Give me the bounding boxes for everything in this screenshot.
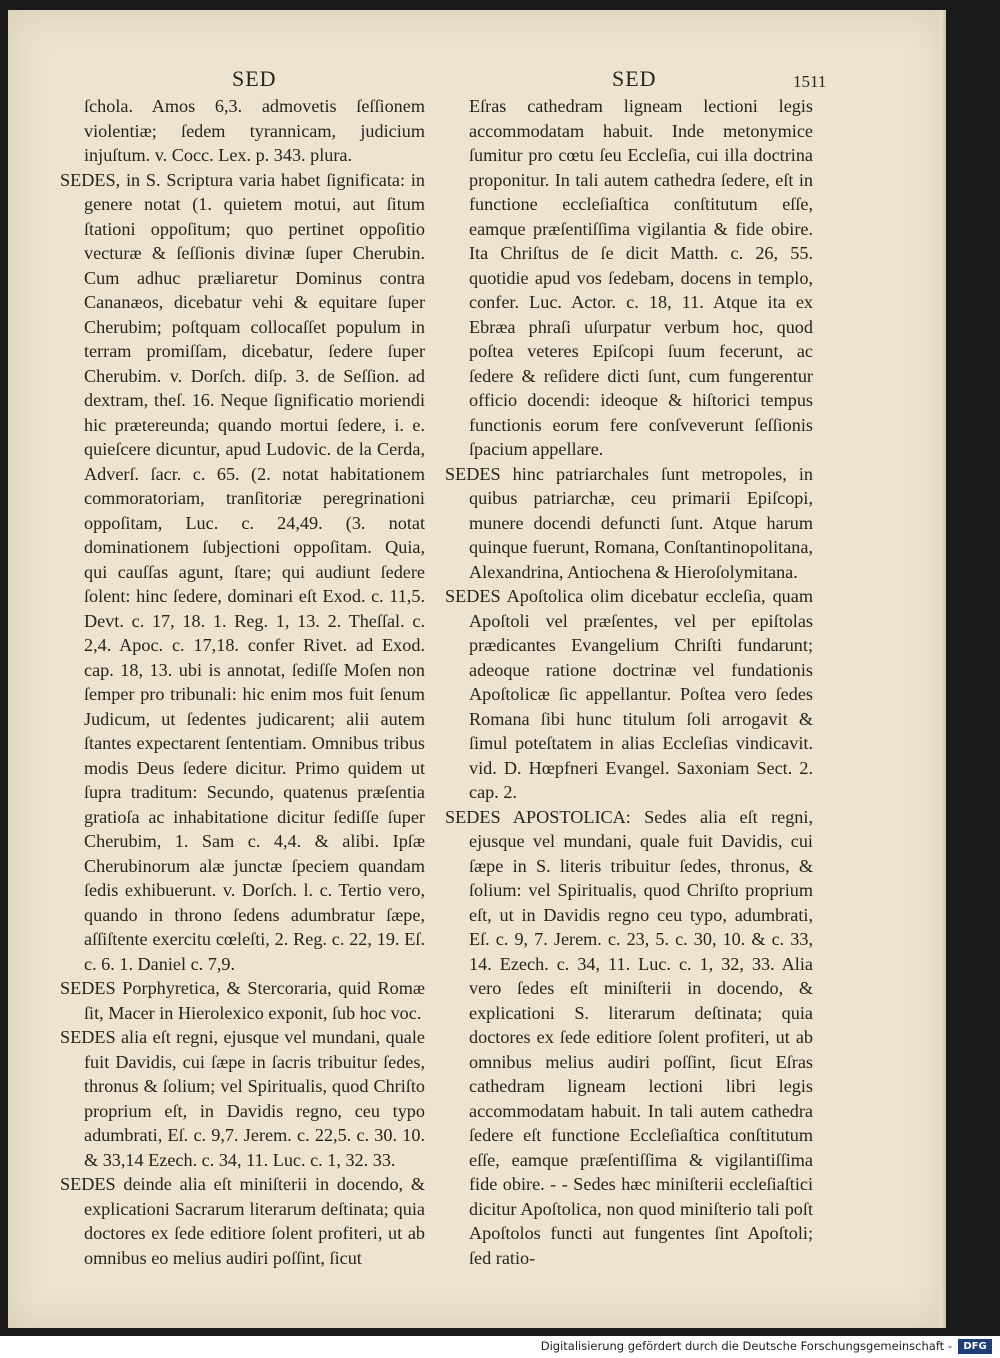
entry-sedes-apostolica: SEDES Apoſtolica olim dicebatur eccleſia, quam Apoſtoli vel præſentes, vel per epiſtolas prædicantes Evangelium Chriſti fundarunt; adeoque ratione doctrinæ vel fundationis Apoſtolicæ ſic appellantur. Poſtea vero ſedes Romana ſibi hunc titulum ſoli arrogavit & ſimul poteſtatem in alias Eccleſias vindicavit. vid. D. Hœpfneri Evangel. Saxoniam Sect. 2. cap. 2. [445, 586, 813, 802]
page-number: 1511 [793, 72, 827, 91]
entry-sedes-significata: SEDES, in S. Scriptura varia habet ſignificata: in genere notat (1. quietem motui, aut ſitum ſtationi oppoſitum; quo pertinet oppoſitio vecturæ & ſeſſionis divinæ ſuper Cherubin. Cum adhuc præliaretur Dominus contra Cananæos, dicebatur vehi & equitare ſuper Cherubim; poſtquam collocaſſet populum in terram promiſſam, dicebatur, ſedere ſuper Cherubim. v. Dorſch. diſp. 3. de Seſſion. ad dextram, theſ. 16. Neque ſignificatio moriendi hic prætereunda; quando mortui ſedere, i. e. quieſcere dicuntur, apud Ludovic. de la Cerda, Adverſ. ſacr. c. 65. (2. notat habitationem commoratoriam, tranſitoriæ peregrinationi oppoſitam, Luc. c. 24,49. (3. notat dominationem ſubjectioni oppoſitam. Quia, qui cauſſas agunt, ſtare; qui audiunt ſedere ſolent: hinc ſedere, dominari eſt Exod. c. 11,5. Devt. c. 17, 18. 1. Reg. 1, 13. 2. Theſſal. c. 2,4. Apoc. c. 17,18. confer Rivet. ad Exod. cap. 18, 13. ubi is annotat, ſediſſe Moſen non ſemper pro tribunali: hic enim mos fuit ſenum Judicum, ut ſedentes judicarent; alii autem ſtantes expectarent ſententiam. Omnibus tribus modis Deus ſedere dicitur. Primo quidem ut ſupra traditum: Secundo, quatenus præſentia gratioſa ac inhabitatione dicitur ſediſſe ſuper Cherubim, 1. Sam c. 4,4. & alibi. Ipſæ Cherubinorum alæ junctæ ſpeciem quandam ſedis exhibuerunt. v. Dorſch. l. c. Tertio vero, quando in throno ſedens adumbratur ſæpe, aſſiſtente exercitu cœleſti, 2. Reg. c. 22, 19. Eſ. c. 6. 1. Daniel c. 7,9. [60, 169, 425, 974]
entry-continuation-right: Eſras cathedram ligneam lectioni legis accommodatam habuit. Inde metonymice ſumitur pro cœtu ſeu Eccleſia, cui illa doctrina proponitur. In tali autem cathedra ſedere, eſt in functione eccleſiaſtica conſtitutum eſſe, eamque præſentiſſima vigilantia & fide obire. Ita Chriſtus de ſe dicit Matth. c. 26, 55. quotidie apud vos ſedebam, docens in templo, confer. Luc. Actor. c. 18, 11. Atque ita ex Ebræa phraſi uſurpatur verbum hoc, quod poſtea veteres Epiſcopi ſuum fecerunt, ac ſedere & reſidere dicti ſunt, cum fungerentur officio docendi: ideoque & hiſtorici tempus functionis eorum fere conſveverunt ſeſſionis ſpacium appellare. [469, 96, 813, 459]
right-text-column [445, 94, 813, 1270]
left-column-header: SED [232, 66, 277, 91]
entry-continuation: ſchola. Amos 6,3. admovetis ſeſſionem violentiæ; ſedem tyrannicam, judicium injuſtum. v. Cocc. Lex. p. 343. plura. [84, 96, 425, 165]
digitization-footer [0, 1336, 1000, 1358]
entry-sedes-ministerii: SEDES deinde alia eſt miniſterii in docendo, & explicationi Sacrarum literarum deſtinata; quia doctores ex ſede editiore ſolent profiteri, ut ab omnibus eo melius audiri poſſint, ſicut [60, 1174, 425, 1268]
entry-sedes-patriarchales: SEDES hinc patriarchales ſunt metropoles, in quibus patriarchæ, ceu primarii Epiſcopi, munere docendi defuncti ſunt. Atque harum quinque fuerunt, Romana, Conſtantinopolitana, Alexandrina, Antiochena & Hieroſolymitana. [445, 463, 813, 582]
book-page [8, 10, 946, 1328]
running-header [8, 66, 946, 96]
right-column-header: SED [612, 66, 657, 91]
dfg-logo-icon: DFG [958, 1339, 992, 1354]
entry-sedes-porphyretica: SEDES Porphyretica, & Stercoraria, quid Romæ ſit, Macer in Hierolexico exponit, ſub hoc voc. [60, 978, 425, 1023]
entry-sedes-regni: SEDES alia eſt regni, ejusque vel mundani, quale fuit Davidis, cui ſæpe in ſacris tribuitur ſedes, thronus & ſolium; vel Spiritualis, quod Chriſto proprium eſt, in Davidis regno, ceu typo adumbrati, Eſ. c. 9,7. Jerem. c. 22,5. c. 30. 10. & 33,14 Ezech. c. 34, 11. Luc. c. 1, 32. 33. [60, 1027, 425, 1170]
entry-sedes-apostolica-caps: SEDES APOSTOLICA: Sedes alia eſt regni, ejusque vel mundani, quale fuit Davidis, cui ſæpe in S. literis tribuitur ſedes, thronus, & ſolium: vel Spiritualis, quod Chriſto proprium eſt, ut in Davidis regno ceu typo, adumbrati, Eſ. c. 9, 7. Jerem. c. 23, 5. c. 30, 10. & c. 33, 14. Ezech. c. 34, 11. Luc. c. 1, 32, 33. Alia vero ſedes eſt miniſterii in docendo, & explicationi S. literarum deſtinata; quia doctores ex ſede editiore ſolent profiteri, ut ab omnibus melius audiri poſſint, ſicut Eſras cathedram ligneam lectioni libri legis accommodatam habuit. In tali autem cathedra ſedere eſt functione Eccleſiaſtica conſtitutum eſſe, eamque præſentiſſima & vigilantiſſima fide obire. - - Sedes hæc miniſterii eccleſiaſtici dicitur Apoſtolica, non quod miniſterio tali poſt Apoſtolos functi aut fungentes ſint Apoſtoli; ſed ratio- [445, 806, 813, 1268]
left-text-column [60, 94, 425, 1270]
footer-credit-text: Digitalisierung gefördert durch die Deutsche Forschungsgemeinschaft - [540, 1339, 952, 1353]
